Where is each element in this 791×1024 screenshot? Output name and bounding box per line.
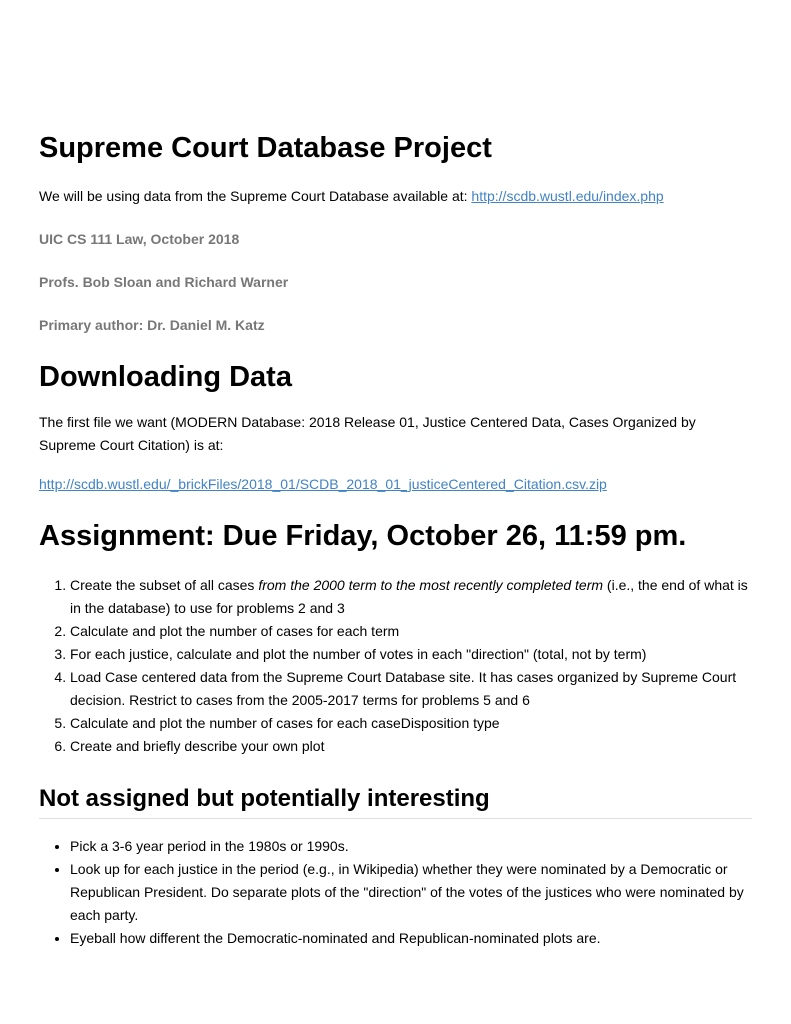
interesting-item-3: • Eyeball how different the Democratic-nominated and Republican-nominated plots are. (70, 927, 752, 950)
assignment-item-1-pre: Create the subset of all cases (70, 577, 259, 593)
downloading-paragraph: The first file we want (MODERN Database: 2018 Release 01, Justice Centered Data, Cases Organized by Supreme Court Citation) is at: (39, 414, 696, 453)
author-line: Primary author: Dr. Daniel M. Katz (39, 317, 265, 333)
scdb-index-link[interactable]: http://scdb.wustl.edu/index.php (471, 188, 664, 204)
download-csv-link[interactable]: http://scdb.wustl.edu/_brickFiles/2018_01/SCDB_2018_01_justiceCentered_Citation.csv.zip (39, 476, 607, 492)
assignment-list (39, 574, 752, 758)
downloading-heading: Downloading Data (39, 361, 292, 393)
assignment-item-3: 3. For each justice, calculate and plot the number of votes in each "direction" (total, not by term) (70, 643, 752, 666)
not-assigned-heading: Not assigned but potentially interesting (39, 782, 752, 819)
download-link-paragraph (39, 473, 752, 496)
assignment-item-2: 2. Calculate and plot the number of cases for each term (70, 620, 752, 643)
intro-text: We will be using data from the Supreme Court Database available at: (39, 188, 472, 204)
assignment-item-1-emphasis: from the 2000 term to the most recently completed term (258, 577, 604, 593)
document-page (39, 128, 752, 950)
profs-line: Profs. Bob Sloan and Richard Warner (39, 274, 289, 290)
assignment-item-5: 5. Calculate and plot the number of cases for each caseDisposition type (70, 712, 752, 735)
assignment-item-1-post: (i.e., the end of what is in the database) to use for problems 2 and 3 (70, 577, 748, 616)
interesting-list (39, 835, 752, 950)
page-title: Supreme Court Database Project (39, 132, 492, 164)
course-line: UIC CS 111 Law, October 2018 (39, 231, 240, 247)
assignment-item-1 (70, 574, 752, 620)
assignment-item-6: 6. Create and briefly describe your own plot (70, 735, 752, 758)
interesting-item-2: • Look up for each justice in the period (e.g., in Wikipedia) whether they were nominated by a Democratic or Republican President. Do separate plots of the "direction" of the votes of the justices who were nominated by each party. (70, 858, 752, 927)
assignment-item-4: 4. Load Case centered data from the Supreme Court Database site. It has cases organized by Supreme Court decision. Restrict to cases from the 2005-2017 terms for problems 5 and 6 (70, 666, 752, 712)
interesting-item-1: • Pick a 3-6 year period in the 1980s or 1990s. (70, 835, 752, 858)
intro-paragraph (39, 185, 752, 208)
assignment-heading: Assignment: Due Friday, October 26, 11:59 pm. (39, 520, 687, 552)
